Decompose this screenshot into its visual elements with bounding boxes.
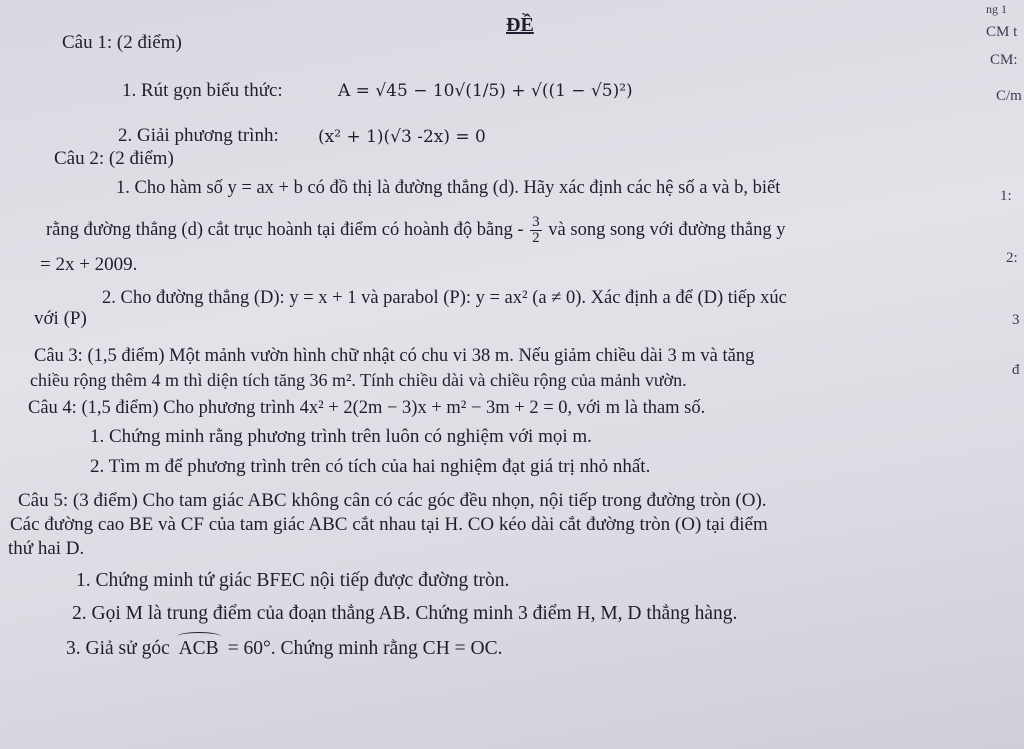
margin-note: CM: [990, 52, 1018, 68]
angle-acb [179, 638, 219, 660]
q5-part3-end: = 60°. Chứng minh rằng CH = OC. [227, 638, 503, 659]
margin-note: CM t [986, 24, 1018, 40]
q5-part3-start: 3. Giả sử góc [66, 638, 170, 659]
q2-part2-line2: với (P) [34, 308, 87, 329]
angle-acb-label: ACB [178, 638, 219, 659]
q2-part1-line2-start: rằng đường thẳng (d) cắt trục hoành tại điểm có hoành độ bằng - [46, 219, 524, 240]
q2-part1-line2 [46, 215, 786, 246]
q5-line3: thứ hai D. [8, 538, 85, 559]
q5-part3 [66, 638, 502, 660]
q4-part1: 1. Chứng minh rằng phương trình trên luôn có nghiệm với mọi m. [90, 426, 592, 447]
margin-note: C/m [996, 88, 1022, 104]
margin-note: 1: [1000, 188, 1012, 204]
page-title: ĐỀ [506, 14, 534, 36]
q5-part1: 1. Chứng minh tứ giác BFEC nội tiếp được đường tròn. [76, 570, 510, 591]
margin-note: đ [1012, 362, 1020, 378]
q1-part1-label: 1. Rút gọn biểu thức: [122, 80, 283, 101]
q5-line2: Các đường cao BE và CF của tam giác ABC cắt nhau tại H. CO kéo dài cắt đường tròn (O) tại điểm [10, 514, 768, 535]
q4-line1: Câu 4: (1,5 điểm) Cho phương trình 4x² + 2(2m − 3)x + m² − 3m + 2 = 0, với m là tham số. [28, 398, 706, 418]
q5-line1: Câu 5: (3 điểm) Cho tam giác ABC không cân có các góc đều nhọn, nội tiếp trong đường tròn (O). [18, 490, 767, 511]
q3-line2: chiều rộng thêm 4 m thì diện tích tăng 36 m². Tính chiều dài và chiều rộng của mảnh vườn. [30, 370, 687, 390]
fraction-numerator: 3 [532, 214, 540, 230]
margin-note: 2: [1006, 250, 1018, 266]
q3-line1: Câu 3: (1,5 điểm) Một mảnh vườn hình chữ nhật có chu vi 38 m. Nếu giảm chiều dài 3 m và tăng [34, 346, 755, 366]
q5-part2: 2. Gọi M là trung điểm của đoạn thẳng AB. Chứng minh 3 điểm H, M, D thẳng hàng. [72, 603, 738, 624]
margin-note: ng 1 [986, 2, 1007, 16]
q2-header: Câu 2: (2 điểm) [54, 148, 174, 169]
fraction-three-halves [530, 215, 542, 246]
q1-header: Câu 1: (2 điểm) [62, 32, 182, 53]
q2-part2-line1: 2. Cho đường thẳng (D): y = x + 1 và parabol (P): y = ax² (a ≠ 0). Xác định a để (D) tiếp xúc [102, 288, 787, 308]
q1-part2-label: 2. Giải phương trình: [118, 125, 279, 146]
q1-part2-expression: (x² + 1)(√3 -2x) = 0 [318, 127, 486, 147]
q2-part1-line3: = 2x + 2009. [40, 254, 138, 275]
q1-part1-expression: A = √45 − 10√(1/5) + √((1 − √5)²) [338, 81, 633, 101]
q2-part1-line1: 1. Cho hàm số y = ax + b có đồ thị là đường thẳng (d). Hãy xác định các hệ số a và b, biết [116, 178, 781, 198]
q4-part2: 2. Tìm m để phương trình trên có tích của hai nghiệm đạt giá trị nhỏ nhất. [90, 456, 651, 477]
q2-part1-line2-end: và song song với đường thẳng y [548, 219, 786, 240]
fraction-denominator: 2 [532, 230, 540, 246]
margin-note: 3 [1012, 312, 1020, 328]
